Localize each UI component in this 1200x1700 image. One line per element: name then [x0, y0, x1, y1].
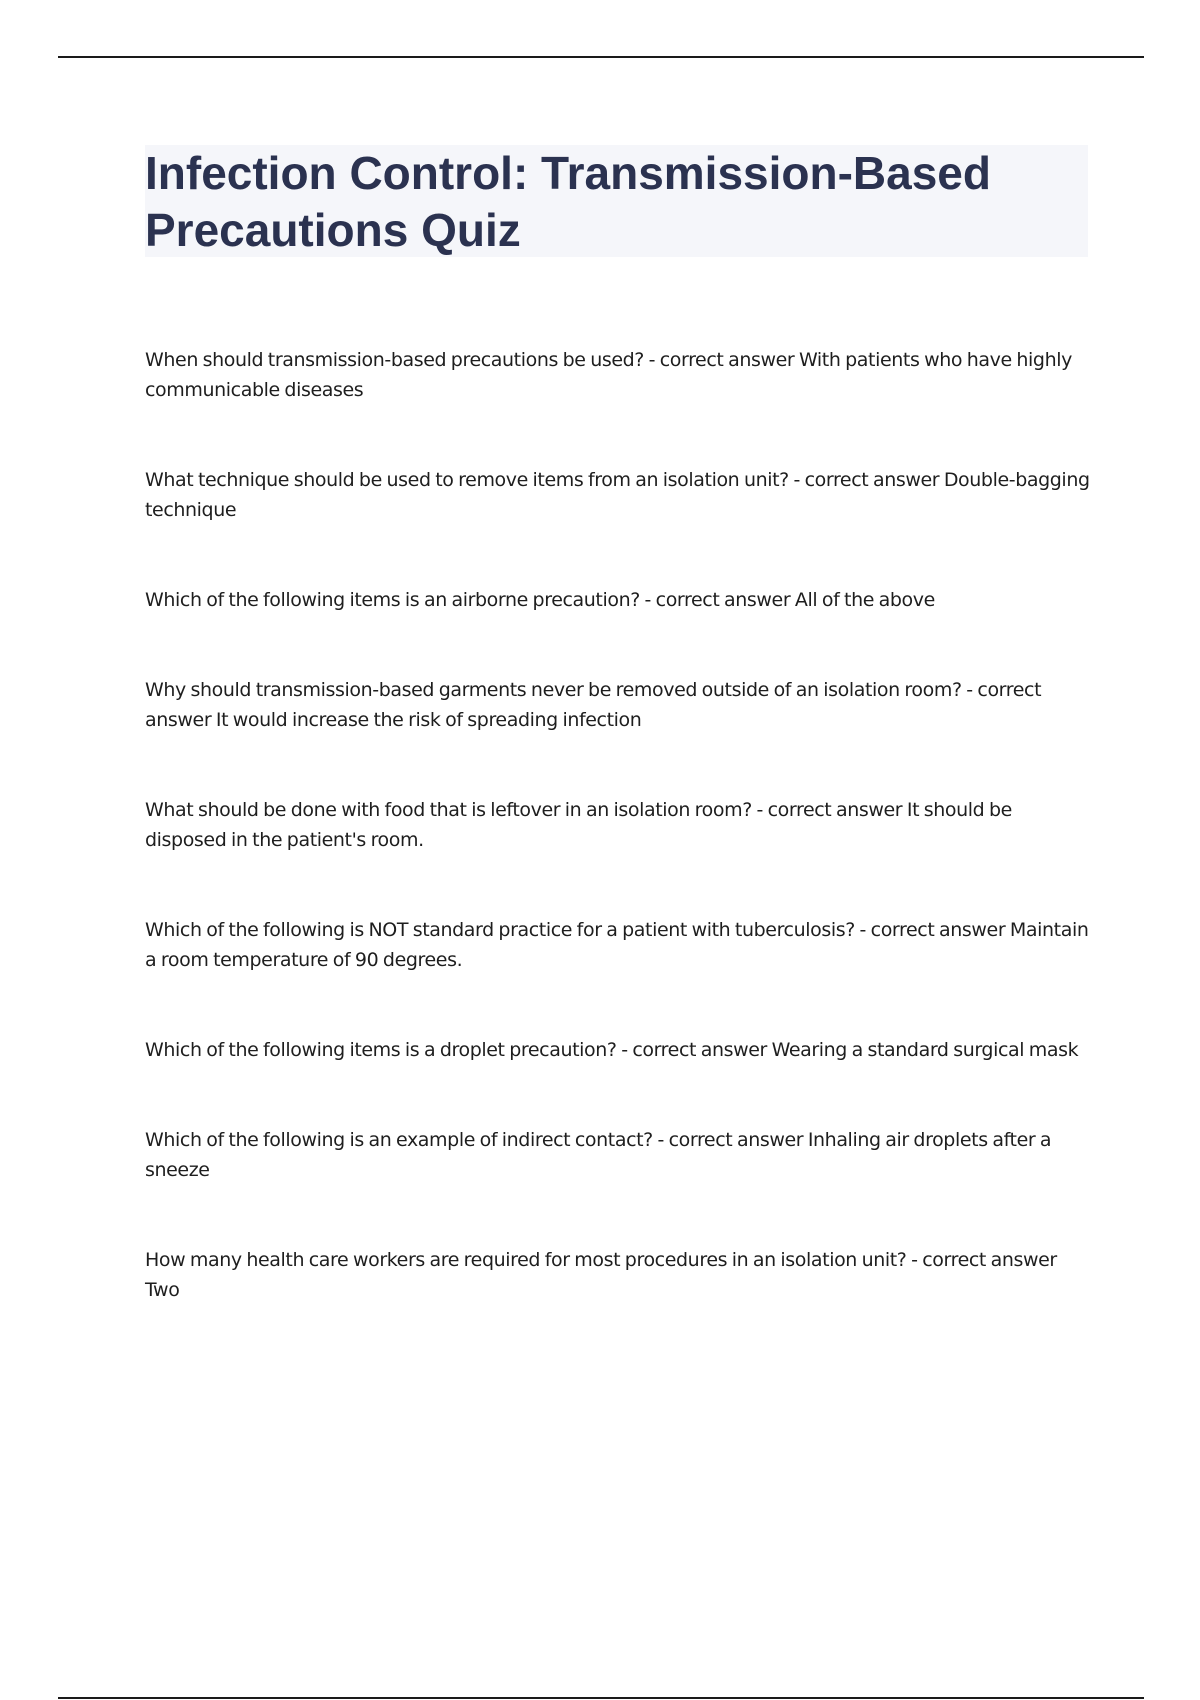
- answer-text: Two: [145, 1279, 180, 1301]
- bottom-rule: [58, 1697, 1144, 1699]
- qa-item: [145, 1125, 1090, 1185]
- qa-item: [145, 465, 1090, 525]
- question-text: Which of the following items is a droplet precaution?: [145, 1039, 617, 1061]
- answer-text: It should be disposed in the patient's room.: [145, 799, 1012, 851]
- question-text: When should transmission-based precautions be used?: [145, 349, 644, 371]
- question-text: Why should transmission-based garments never be removed outside of an isolation room?: [145, 679, 962, 701]
- answer-separator: - correct answer: [639, 589, 795, 611]
- answer-separator: - correct answer: [652, 1129, 808, 1151]
- answer-text: Double-bagging technique: [145, 469, 1090, 521]
- question-text: What technique should be used to remove items from an isolation unit?: [145, 469, 789, 491]
- answer-text: All of the above: [794, 589, 935, 611]
- answer-text: Inhaling air droplets after a sneeze: [145, 1129, 1052, 1181]
- answer-text: With patients who have highly communicable diseases: [145, 349, 1072, 401]
- page-title: Infection Control: Transmission-Based Precautions Quiz: [145, 147, 991, 256]
- qa-item: [145, 345, 1090, 405]
- qa-item: [145, 915, 1090, 975]
- top-rule: [58, 56, 1144, 58]
- qa-item: [145, 675, 1090, 735]
- question-text: Which of the following is an example of indirect contact?: [145, 1129, 653, 1151]
- answer-separator: - correct answer: [145, 679, 1042, 731]
- question-text: Which of the following items is an airborne precaution?: [145, 589, 640, 611]
- answer-text: Maintain a room temperature of 90 degrees.: [145, 919, 1089, 971]
- question-text: Which of the following is NOT standard practice for a patient with tuberculosis?: [145, 919, 855, 941]
- qa-item: [145, 585, 1090, 615]
- qa-item: [145, 1035, 1090, 1065]
- answer-separator: - correct answer: [616, 1039, 772, 1061]
- title-block: [145, 145, 1088, 257]
- question-text: How many health care workers are required for most procedures in an isolation unit?: [145, 1249, 907, 1271]
- answer-separator: - correct answer: [854, 919, 1010, 941]
- answer-text: It would increase the risk of spreading infection: [215, 709, 642, 731]
- qa-item: [145, 1245, 1090, 1305]
- qa-list: [145, 345, 1090, 1305]
- answer-separator: - correct answer: [788, 469, 944, 491]
- answer-separator: - correct answer: [906, 1249, 1057, 1271]
- qa-item: [145, 795, 1090, 855]
- question-text: What should be done with food that is leftover in an isolation room?: [145, 799, 752, 821]
- answer-separator: - correct answer: [643, 349, 799, 371]
- answer-text: Wearing a standard surgical mask: [771, 1039, 1079, 1061]
- answer-separator: - correct answer: [751, 799, 907, 821]
